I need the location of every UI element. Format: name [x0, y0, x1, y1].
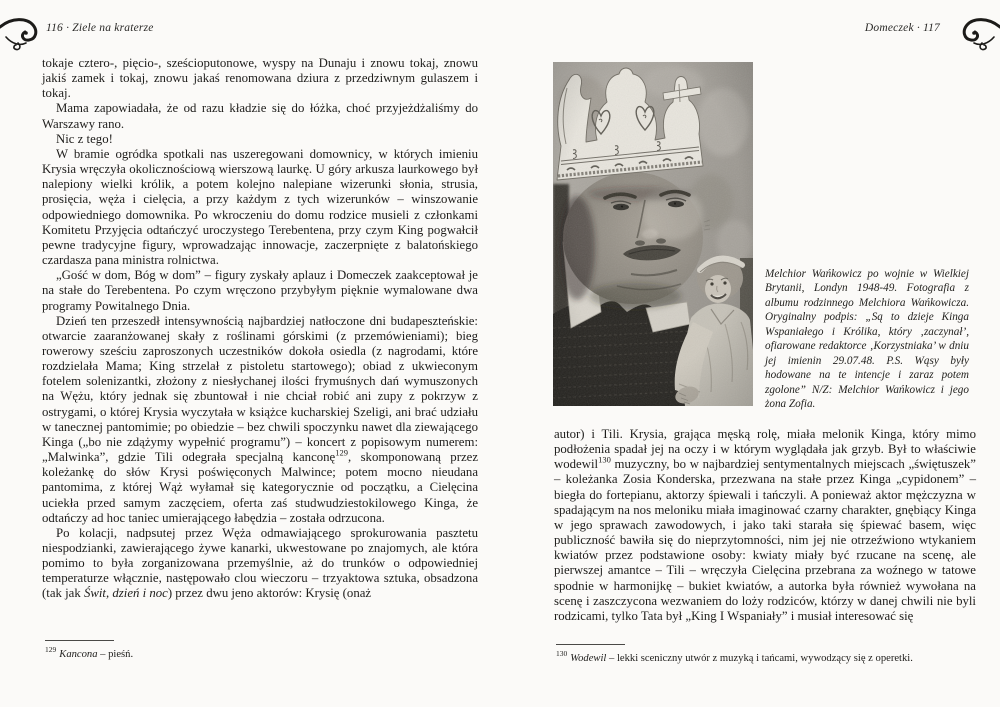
flourish-icon-right — [942, 13, 1000, 51]
footnote-right — [556, 644, 976, 665]
paragraph: „Gość w dom, Bóg w dom” – figury zyskały aplauz i Domeczek zaakceptował je na stałe do Terebentena. Po czym wręczono przybyłym pięknie wymalowane dwa programy Powitalnego Dnia. — [42, 268, 478, 313]
footnote-left — [45, 640, 475, 661]
footnote-rule — [556, 644, 625, 645]
paragraph: W bramie ogródka spotkali nas uszeregowani domownicy, w których imieniu Krysia wręczyła okolicznościową wierszową laurkę. U góry arkusza laurkowego był nalepiony wielki królik, a potem kolejno nalepiane wizerunki słonia, strusia, prosięcia, węża i cielęcia, a przy każdym z tych wizerunków – winszowanie odpowiedniego domownika. Po wkroczeniu do domu rodzice musieli z członkami Komitetu Przyjęcia odtańczyć uroczystego Terebentena, przy czym King pogwałcił pewne tradycyjne figury, wprowadzając innowacje, zaczerpnięte z balatońskiego czardasza pana ministra rolnictwa. — [42, 146, 478, 268]
paragraph: tokaje cztero-, pięcio-, sześcioputonowe, wyspy na Dunaju i znowu tokaj, znowu jakiś zamek i tokaj, znowu jakaś renomowana dziura z przedziwnym gulaszem i tokaj. — [42, 56, 478, 101]
right-page-body — [554, 427, 976, 624]
left-page-body — [42, 56, 478, 602]
footnote-text: – lekki sceniczny utwór z muzyką i tańcami, wywodzący się z operetki. — [606, 653, 913, 664]
paragraph: Dzień ten przeszedł intensywnością najbardziej natłoczone dni budapeszteńskie: otwarcie zaaranżowanej skały z roślinami górskimi (z przemówieniami); bieg rowerowy sześciu zaproszonych uczestników dokoła osiedla (z nagrodami, które rozdzielała Mama; King strzelał z pistoletu startowego); obiad z ukwieconym fotelem solenizantki, złożony z niesłychanej ilości frymuśnych dań wymuszonych na Wężu, który jednak się zbuntował i nie chciał robić ani zupy z pokrzyw z ostrygami, o której Krysia wyczytała w książce kucharskiej Szeligi, ani brać udziału w tanecznej pantomimie; po obiedzie – bez chwili spoczynku nawet dla ziewającego Kinga („bo nie zdążymy wypełnić programu”) – koncert z popisowym numerem: „Malwinka”, gdzie Tili odegrała specjalną kanconę$^{129}$, skomponowaną przez koleżankę do słów Krysi poświęconych Malwince; potem mocno nieudana pantomima, z której Wąż wyłamał się kategorycznie od początku, a Cielęcina uciekła przed samym zaczęciem, oferta zaś studwudziestokilowego Kinga, że odtańczy ad hoc taniec umierającego łabędzia – została odrzucona. — [42, 313, 478, 525]
footnote-term: Kancona — [59, 649, 98, 660]
footnote-marker: 129 — [45, 645, 57, 655]
paragraph: Mama zapowiadała, że od razu kładzie się do łóżka, choć przyjeżdżaliśmy do Warszawy rano. — [42, 101, 478, 131]
photo-wankowicz-crown — [553, 62, 753, 406]
running-head-left: 116 · Ziele na kraterze — [46, 22, 154, 34]
running-head-right: Domeczek · 117 — [864, 22, 940, 34]
paragraph: autor) i Tili. Krysia, grająca męską rolę, miała melonik Kinga, który mimo podłożenia spadał jej na oczy i w którym wyglądała jak grzyb. Był to właściwie wodewil$^{130}$ muzyczny, bo w najbardziej sentymentalnych miejscach „świętuszek” – koleżanka Zosia Konderska, przezwana na stałe przez Kinga „cypidonem” – biegła do fortepianu, aktorzy śpiewali i tańczyli. A ponieważ aktor mężczyzna w spadającym na nos meloniku miała imaginować czarny charakter, gnębiący Kinga w jego sprawach zawodowych, i jako taki starała się śpiewać basem, więc publiczność bawiła się do nieprzytomności, nim jej nie otrzeźwiono wtykaniem kwiatów przez podstawione osoby: kwiaty miały być rzucane na scenę, ale pierwszej amantce – Tili – wręczyła Cielęcina przebrana za woźnego w tatowe spodnie w harmonijkę – bukiet kwiatów, a autorka była również wywołana na scenę i zaszczycona wezwaniem do loży rodziców, którzy w danej chwili nie byli rodzicami, tylko Tata był „King I Wspaniały” i musiał interesować się — [554, 427, 976, 623]
footnote-term: Wodewil — [570, 653, 607, 664]
paragraph: Nic z tego! — [56, 131, 113, 146]
paragraph: Po kolacji, nadpsutej przez Węża odmawiającego sprokurowania pasztetu niespodzianki, zawierającego żywe kanarki, ukwestowane po znajomych, ale która pomimo to była zorganizowana przemyślnie, aż do trunków o odpowiedniej temperaturze włącznie, następowało clou wieczoru – trzyaktowa sztuka, obsadzona (tak jak Świt, dzień i noc) przez dwu jeno aktorów: Krysię (onaż — [42, 525, 478, 601]
footnote-text: – pieśń. — [97, 649, 134, 660]
photo-caption: Melchior Wańkowicz po wojnie w Wielkiej Brytanii, Londyn 1948-49. Fotografia z albumu rodzinnego Melchiora Wańkowicza. Oryginalny podpis: „Są to dzieje Kinga Wspaniałego i Królika, który ‚zaczynał’, ofiarowane redaktorce ‚Korzystniaka’ w dniu jej imienin 29.07.48. P.S. Wąsy były hodowane na te intencje i zaraz potem zgolone” N/Z: Melchior Wańkowicz i jego żona Zofia. — [765, 268, 969, 411]
footnote-marker: 130 — [556, 649, 568, 659]
footnote-rule — [45, 640, 114, 641]
